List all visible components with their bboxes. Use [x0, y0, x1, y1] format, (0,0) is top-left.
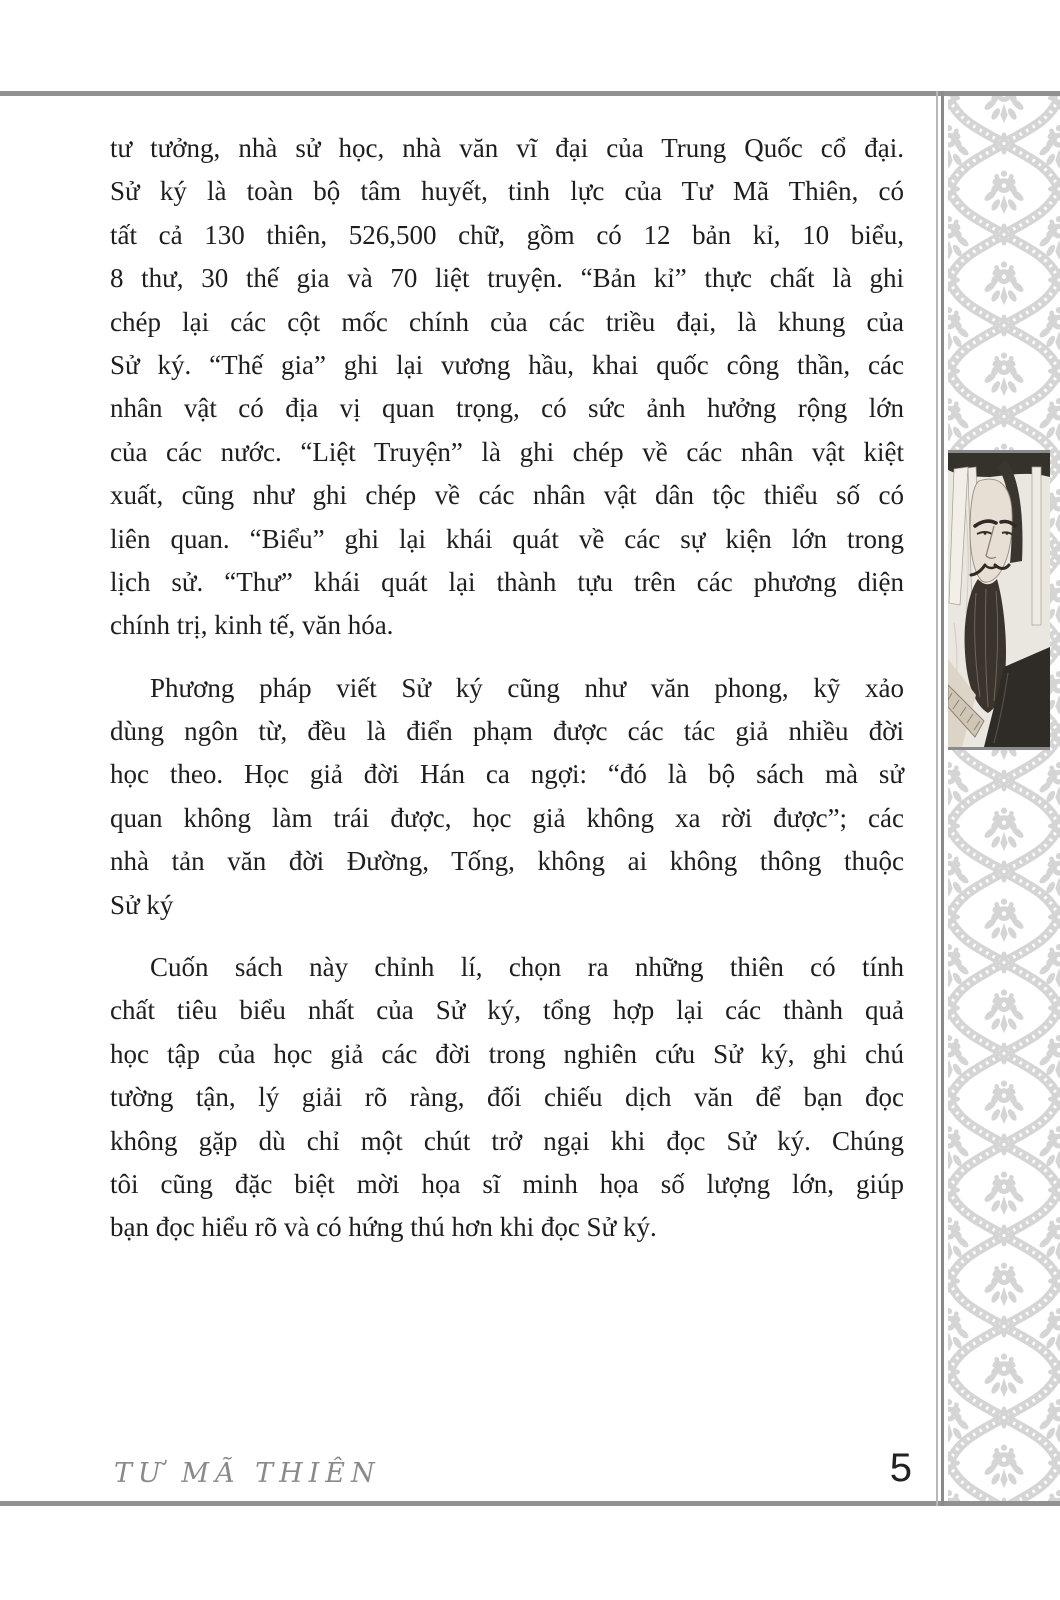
text-line: liên quan. “Biểu” ghi lại khái quát về các sự kiện lớn trong: [110, 523, 904, 554]
text-line: xuất, cũng như ghi chép về các nhân vật dân tộc thiểu số có: [110, 480, 904, 511]
text-line: nhân vật có địa vị quan trọng, có sức ảnh hưởng rộng lớn: [110, 393, 904, 424]
text-line: quan không làm trái được, học giả không xa rời được”; các: [110, 802, 904, 833]
text-line: học theo. Học giả đời Hán ca ngợi: “đó là bộ sách mà sử: [110, 759, 904, 790]
page-number: 5: [889, 1446, 912, 1490]
text-line: chép lại các cột mốc chính của các triều đại, là khung của: [110, 306, 904, 337]
text-line: bạn đọc hiểu rõ và có hứng thú hơn khi đọc Sử ký.: [110, 1212, 657, 1243]
text-line: Cuốn sách này chỉnh lí, chọn ra những thiên có tính: [150, 952, 904, 983]
emperor-portrait-frame: [948, 450, 1050, 750]
text-line: 8 thư, 30 thế gia và 70 liệt truyện. “Bản kỉ” thực chất là ghi: [110, 263, 904, 294]
text-line: tất cả 130 thiên, 526,500 chữ, gồm có 12 bản kỉ, 10 biểu,: [110, 219, 904, 250]
body-text: [110, 127, 904, 1250]
text-line: nhà tản văn đời Đường, Tống, không ai không thông thuộc: [110, 846, 904, 877]
text-line: lịch sử. “Thư” khái quát lại thành tựu trên các phương diện: [110, 566, 904, 597]
sidebar-divider-thin: [936, 91, 938, 1506]
text-line: Phương pháp viết Sử ký cũng như văn phong, kỹ xảo: [150, 672, 904, 703]
paragraph: [110, 127, 904, 648]
text-line: Sử ký là toàn bộ tâm huyết, tinh lực của Tư Mã Thiên, có: [110, 176, 904, 207]
text-line: Sử ký. “Thế gia” ghi lại vương hầu, khai quốc công thần, các: [110, 349, 904, 380]
text-line: của các nước. “Liệt Truyện” là ghi chép về các nhân vật kiệt: [110, 436, 904, 467]
text-line: Sử ký: [110, 889, 174, 920]
footer-running-title: TƯ MÃ THIÊN: [114, 1458, 381, 1489]
damask-ornament-strip: [948, 96, 1060, 1501]
bottom-rule: [0, 1501, 1060, 1506]
paragraph: [110, 667, 904, 927]
sidebar-divider-thick: [941, 91, 944, 1506]
paragraph: [110, 946, 904, 1250]
text-line: tư tưởng, nhà sử học, nhà văn vĩ đại của Trung Quốc cổ đại.: [110, 133, 904, 163]
text-line: tôi cũng đặc biệt mời họa sĩ minh họa số lượng lớn, giúp: [110, 1168, 904, 1199]
emperor-portrait: [948, 453, 1050, 747]
text-line: dùng ngôn từ, đều là điển phạm được các tác giả nhiều đời: [110, 716, 904, 747]
damask-pattern-svg: [948, 96, 1060, 1501]
text-line: chính trị, kinh tế, văn hóa.: [110, 610, 394, 641]
text-line: học tập của học giả các đời trong nghiên cứu Sử ký, ghi chú: [110, 1038, 904, 1069]
text-line: không gặp dù chỉ một chút trở ngại khi đọc Sử ký. Chúng: [110, 1125, 904, 1156]
top-rule: [0, 91, 1060, 96]
text-line: chất tiêu biểu nhất của Sử ký, tổng hợp lại các thành quả: [110, 995, 904, 1026]
text-line: tường tận, lý giải rõ ràng, đối chiếu dịch văn để bạn đọc: [110, 1082, 904, 1113]
